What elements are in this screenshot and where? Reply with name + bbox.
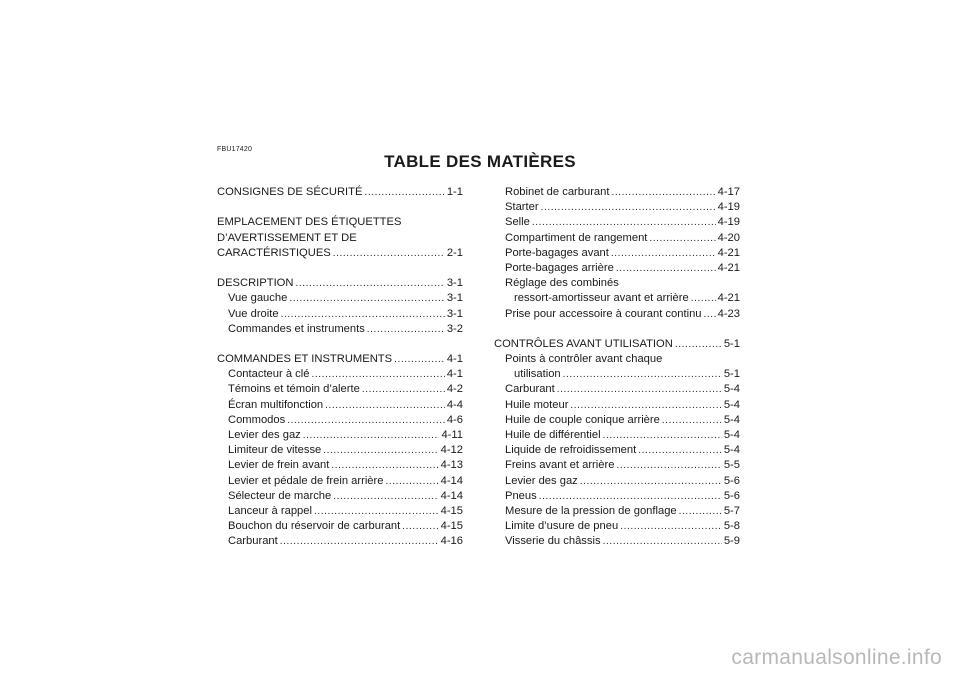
toc-left-column — [217, 185, 463, 550]
toc-page: 4-15 — [440, 504, 463, 517]
leader-dots — [541, 200, 716, 215]
toc-page: 4-21 — [717, 246, 740, 259]
toc-page: 4-13 — [440, 459, 463, 472]
toc-label: Levier et pédale de frein arrière — [228, 474, 384, 487]
toc-label-line: Points à contrôler avant chaque — [505, 353, 663, 366]
toc-entry[interactable] — [217, 474, 463, 489]
leader-dots — [311, 367, 444, 382]
toc-label-line: Réglage des combinés — [505, 277, 619, 290]
toc-page: 4-21 — [717, 292, 740, 305]
toc-label: DESCRIPTION — [217, 277, 294, 290]
toc-label: Commodos — [228, 413, 286, 426]
toc-label: Limiteur de vitesse — [228, 444, 322, 457]
leader-dots — [394, 352, 445, 367]
toc-entry[interactable] — [494, 443, 740, 458]
toc-label: Porte-bagages arrière — [505, 261, 614, 274]
leader-dots — [362, 382, 445, 397]
toc-page: 4-17 — [717, 186, 740, 198]
toc-entry[interactable] — [494, 337, 740, 352]
toc-page: 4-12 — [440, 444, 463, 457]
toc-entry[interactable] — [494, 307, 740, 322]
toc-page: 5-1 — [723, 337, 740, 350]
page-title: TABLE DES MATIÈRES — [384, 152, 576, 171]
toc-page: 5-4 — [723, 383, 740, 396]
toc-label: Limite d’usure de pneu — [505, 520, 619, 533]
toc-entry[interactable] — [494, 367, 740, 382]
toc-label: Levier des gaz — [505, 474, 578, 487]
toc-page: 3-1 — [446, 277, 463, 290]
toc-label: Carburant — [505, 383, 555, 396]
leader-dots — [704, 307, 716, 322]
toc-entry[interactable] — [494, 246, 740, 261]
toc-entry[interactable] — [217, 458, 463, 473]
toc-page: 5-9 — [723, 535, 740, 548]
leader-dots — [385, 474, 438, 489]
toc-label: Témoins et témoin d’alerte — [228, 383, 360, 396]
leader-dots — [616, 261, 716, 276]
toc-entry[interactable] — [494, 185, 740, 200]
toc-page: 4-23 — [717, 307, 740, 320]
toc-label: Huile moteur — [505, 398, 569, 411]
toc-label: Carburant — [228, 535, 278, 548]
leader-dots — [323, 443, 438, 458]
toc-page: 4-6 — [446, 413, 463, 426]
watermark-text: carmanualsonline.info — [731, 646, 942, 669]
toc-entry[interactable] — [494, 231, 740, 246]
toc-label: Pneus — [505, 489, 537, 502]
document-code: FBU17420 — [217, 146, 253, 153]
toc-page: 4-21 — [717, 261, 740, 274]
toc-page: 4-19 — [717, 216, 740, 229]
toc-label: Écran multifonction — [228, 398, 324, 411]
toc-label: CONTRÔLES AVANT UTILISATION — [494, 337, 673, 350]
toc-label: Bouchon du réservoir de carburant — [228, 520, 401, 533]
toc-label: Contacteur à clé — [228, 368, 310, 381]
toc-label: Mesure de la pression de gonflage — [505, 504, 677, 517]
toc-label: Vue gauche — [228, 292, 288, 305]
toc-entry[interactable] — [217, 382, 463, 397]
toc-page: 4-11 — [441, 429, 463, 441]
toc-entry[interactable] — [217, 534, 463, 549]
leader-dots — [620, 519, 722, 534]
toc-entry[interactable] — [217, 519, 463, 534]
leader-dots — [557, 382, 722, 397]
toc-label: Compartiment de rangement — [505, 231, 648, 244]
toc-label: Visserie du châssis — [505, 535, 601, 548]
toc-label: COMMANDES ET INSTRUMENTS — [217, 353, 393, 366]
leader-dots — [616, 458, 721, 473]
toc-page: 5-4 — [723, 413, 740, 426]
toc-label: Sélecteur de marche — [228, 489, 332, 502]
toc-label: Liquide de refroidissement — [505, 444, 637, 457]
toc-label: Huile de différentiel — [505, 429, 601, 441]
toc-entry[interactable] — [494, 489, 740, 504]
leader-dots — [563, 367, 722, 382]
toc-page: 3-1 — [446, 307, 463, 320]
leader-dots — [289, 291, 445, 306]
leader-dots — [539, 489, 722, 504]
toc-label-line: D’AVERTISSEMENT ET DE — [217, 231, 357, 244]
toc-page: 4-14 — [440, 474, 463, 487]
toc-label: Commandes et instruments — [228, 322, 365, 335]
toc-label-line: EMPLACEMENT DES ÉTIQUETTES — [217, 216, 402, 229]
toc-label: Porte-bagages avant — [505, 246, 609, 259]
toc-label: CONSIGNES DE SÉCURITÉ — [217, 186, 363, 198]
toc-label: Robinet de carburant — [505, 186, 610, 198]
toc-entry[interactable] — [494, 519, 740, 534]
toc-entry[interactable] — [217, 291, 463, 306]
toc-entry[interactable] — [217, 489, 463, 504]
toc-entry[interactable] — [217, 413, 463, 428]
toc-entry[interactable] — [217, 398, 463, 413]
leader-dots — [325, 398, 445, 413]
toc-entry[interactable] — [494, 215, 740, 230]
leader-dots — [603, 428, 722, 443]
leader-dots — [679, 504, 722, 519]
toc-page: 5-5 — [723, 459, 740, 472]
toc-page: 4-19 — [717, 201, 740, 214]
toc-page: 5-8 — [723, 520, 740, 533]
toc-page: 5-4 — [723, 444, 740, 457]
toc-page: 4-20 — [717, 231, 740, 244]
toc-entry[interactable] — [217, 307, 463, 322]
leader-dots — [303, 428, 440, 443]
toc-label: Levier des gaz — [228, 429, 301, 441]
toc-entry[interactable] — [494, 398, 740, 413]
toc-entry[interactable] — [217, 185, 463, 200]
toc-page: 4-16 — [440, 535, 463, 548]
toc-entry[interactable] — [494, 458, 740, 473]
leader-dots — [649, 231, 715, 246]
toc-page: 4-2 — [446, 383, 463, 396]
toc-page: 4-15 — [440, 520, 463, 533]
toc-entry[interactable] — [494, 200, 740, 215]
toc-page: 5-4 — [723, 398, 740, 411]
leader-dots — [675, 337, 722, 352]
toc-label: Levier de frein avant — [228, 459, 330, 472]
toc-entry[interactable] — [494, 291, 740, 306]
toc-label: Huile de couple conique arrière — [505, 413, 660, 426]
toc-entry[interactable] — [217, 246, 463, 261]
toc-entry[interactable] — [217, 352, 463, 367]
toc-label: Selle — [505, 216, 530, 229]
toc-label: ressort-amortisseur avant et arrière — [514, 292, 689, 305]
toc-label: Lanceur à rappel — [228, 504, 312, 517]
toc-page: 4-4 — [446, 398, 463, 411]
leader-dots — [402, 519, 438, 534]
leader-dots — [333, 489, 438, 504]
leader-dots — [570, 398, 721, 413]
toc-entry[interactable] — [494, 428, 740, 443]
toc-page: 3-2 — [446, 322, 463, 335]
toc-entry[interactable] — [494, 261, 740, 276]
leader-dots — [603, 534, 722, 549]
leader-dots — [280, 534, 439, 549]
leader-dots — [314, 504, 439, 519]
leader-dots — [611, 185, 715, 200]
leader-dots — [580, 474, 722, 489]
toc-right-column — [494, 185, 740, 550]
leader-dots — [662, 413, 722, 428]
toc-entry[interactable] — [494, 534, 740, 549]
toc-entry[interactable] — [494, 382, 740, 397]
leader-dots — [367, 322, 445, 337]
leader-dots — [333, 246, 445, 261]
toc-label: Starter — [505, 201, 539, 214]
toc-page: 4-14 — [440, 489, 463, 502]
leader-dots — [691, 291, 716, 306]
leader-dots — [638, 443, 722, 458]
leader-dots — [611, 246, 716, 261]
leader-dots — [295, 276, 444, 291]
toc-page: 5-7 — [723, 504, 740, 517]
toc-page: 2-1 — [446, 246, 463, 259]
toc-entry[interactable] — [494, 474, 740, 489]
toc-label: CARACTÉRISTIQUES — [217, 246, 331, 259]
toc-entry[interactable] — [494, 504, 740, 519]
toc-page: 5-1 — [723, 368, 740, 381]
toc-entry[interactable] — [494, 413, 740, 428]
leader-dots — [281, 307, 445, 322]
toc-entry[interactable] — [217, 367, 463, 382]
leader-dots — [364, 185, 444, 200]
toc-entry[interactable] — [217, 428, 463, 443]
toc-entry[interactable] — [217, 322, 463, 337]
toc-page: 3-1 — [446, 292, 463, 305]
leader-dots — [287, 413, 445, 428]
toc-entry[interactable] — [217, 443, 463, 458]
toc-label: utilisation — [514, 368, 561, 381]
toc-label: Freins avant et arrière — [505, 459, 615, 472]
toc-entry[interactable] — [217, 504, 463, 519]
toc-page: 5-6 — [723, 489, 740, 502]
toc-label: Prise pour accessoire à courant continu — [505, 307, 702, 320]
leader-dots — [532, 215, 716, 230]
toc-page: 5-4 — [723, 429, 740, 441]
toc-page: 5-6 — [723, 474, 740, 487]
leader-dots — [331, 458, 438, 473]
toc-label: Vue droite — [228, 307, 279, 320]
toc-page: 4-1 — [446, 353, 463, 366]
toc-page: 1-1 — [446, 186, 463, 198]
toc-page: 4-1 — [446, 368, 463, 381]
toc-entry[interactable] — [217, 276, 463, 291]
